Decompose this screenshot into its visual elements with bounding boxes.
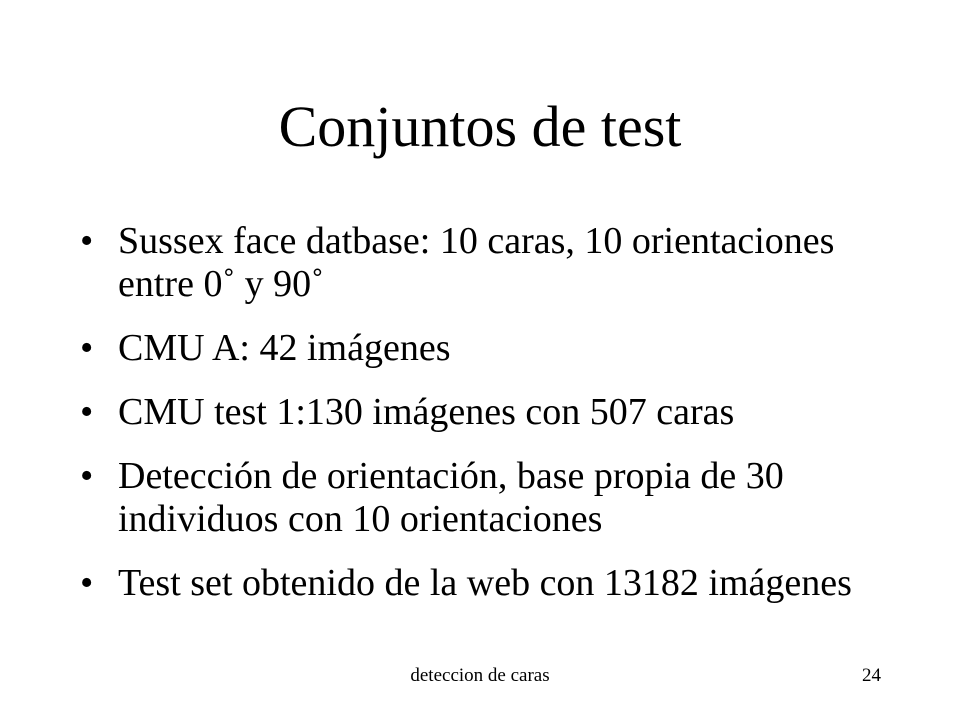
footer-label: deteccion de caras: [410, 665, 550, 686]
slide-title: Conjuntos de test: [278, 94, 682, 159]
bullet-text: CMU A: 42 imágenes: [118, 327, 451, 369]
bullet-icon: •: [80, 220, 94, 262]
bullet-item: [80, 562, 900, 605]
bullet-text: Detección de orientación, base propia de 30 individuos con 10 orientaciones: [118, 455, 784, 540]
bullet-text: Test set obtenido de la web con 13182 imágenes: [118, 562, 852, 604]
bullet-text: CMU test 1:130 imágenes con 507 caras: [118, 391, 735, 433]
bullet-list: [80, 220, 900, 626]
bullet-item: [80, 455, 900, 541]
page-number: 24: [862, 665, 881, 686]
bullet-item: [80, 220, 900, 306]
bullet-icon: •: [80, 562, 94, 604]
bullet-icon: •: [80, 391, 94, 433]
bullet-icon: •: [80, 327, 94, 369]
bullet-text: Sussex face datbase: 10 caras, 10 orientaciones entre 0˚ y 90˚: [118, 220, 835, 305]
bullet-item: [80, 327, 900, 370]
bullet-item: [80, 391, 900, 434]
bullet-icon: •: [80, 455, 94, 497]
